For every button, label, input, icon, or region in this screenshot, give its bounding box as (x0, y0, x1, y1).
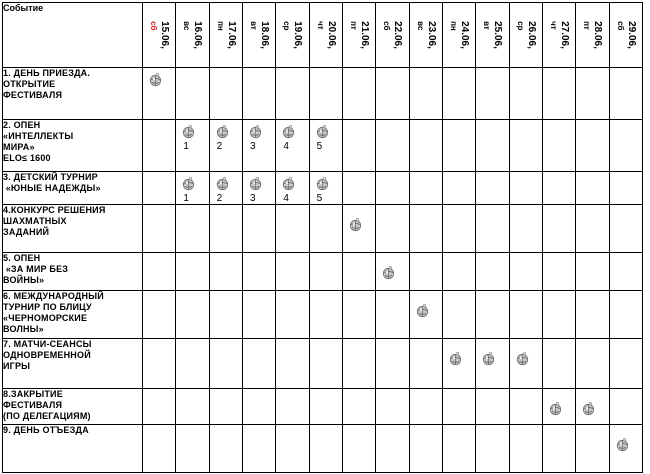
schedule-cell (409, 205, 442, 253)
schedule-cell (576, 425, 609, 473)
schedule-cell (509, 68, 542, 120)
schedule-cell (409, 425, 442, 473)
schedule-cell (476, 291, 509, 339)
chess-globe-icon (281, 124, 296, 139)
schedule-cell (342, 172, 375, 205)
round-number: 1 (183, 193, 189, 204)
weekday-text: ср (515, 21, 525, 31)
schedule-cell (276, 205, 309, 253)
date-label (348, 21, 370, 49)
schedule-cell (409, 68, 442, 120)
event-name (3, 120, 143, 172)
schedule-cell (276, 253, 309, 291)
chess-globe-icon (315, 124, 330, 139)
chess-globe-icon (181, 124, 196, 139)
schedule-cell (509, 172, 542, 205)
schedule-cell (309, 120, 342, 172)
schedule-cell (576, 68, 609, 120)
schedule-cell (609, 120, 642, 172)
schedule-cell (342, 291, 375, 339)
event-name-line: 1. ДЕНЬ ПРИЕЗДА. (3, 68, 91, 78)
event-name-line: ИГРЫ (3, 361, 31, 371)
schedule-cell (442, 120, 475, 172)
weekday-text: пт (349, 21, 359, 30)
date-label (481, 21, 503, 49)
date-label (581, 21, 603, 49)
event-name (3, 172, 143, 205)
schedule-cell (609, 253, 642, 291)
schedule-cell (476, 339, 509, 389)
schedule-cell (509, 389, 542, 425)
schedule-cell (209, 68, 242, 120)
date-header (576, 3, 609, 68)
round-number: 1 (183, 141, 189, 152)
schedule-cell (609, 389, 642, 425)
schedule-cell (376, 253, 409, 291)
schedule-cell (242, 425, 275, 473)
date-header (442, 3, 475, 68)
schedule-cell (542, 339, 575, 389)
date-text: 24.06, (459, 21, 471, 49)
schedule-cell (576, 339, 609, 389)
schedule-cell (143, 205, 176, 253)
schedule-cell (209, 172, 242, 205)
schedule-cell (209, 425, 242, 473)
chess-globe-icon (515, 351, 530, 366)
schedule-cell (143, 68, 176, 120)
schedule-cell (143, 253, 176, 291)
schedule-cell (176, 291, 209, 339)
schedule-cell (409, 172, 442, 205)
schedule-cell (376, 389, 409, 425)
event-name (3, 339, 143, 389)
weekday-text: сб (149, 21, 159, 31)
event-name-line: 2. ОПЕН (3, 120, 41, 130)
event-name (3, 291, 143, 339)
event-name-line: 7. МАТЧИ-СЕАНСЫ (3, 339, 92, 349)
schedule-cell (276, 68, 309, 120)
schedule-cell (342, 339, 375, 389)
chess-globe-icon (381, 265, 396, 280)
schedule-cell (542, 120, 575, 172)
chess-globe-icon (181, 176, 196, 191)
event-name (3, 68, 143, 120)
schedule-cell (509, 205, 542, 253)
schedule-cell (309, 172, 342, 205)
round-number: 2 (216, 141, 223, 152)
schedule-cell (476, 120, 509, 172)
schedule-cell (176, 425, 209, 473)
header-row (3, 3, 643, 68)
schedule-cell (276, 172, 309, 205)
schedule-cell (176, 205, 209, 253)
date-header (476, 3, 509, 68)
event-name-line: ОДНОВРЕМЕННОЙ (3, 350, 91, 360)
weekday-text: сб (615, 21, 625, 31)
schedule-cell (409, 291, 442, 339)
schedule-cell (342, 253, 375, 291)
schedule-cell (376, 120, 409, 172)
schedule-cell (476, 205, 509, 253)
schedule-cell (143, 389, 176, 425)
schedule-cell (276, 120, 309, 172)
date-label (415, 21, 437, 49)
schedule-cell (509, 291, 542, 339)
event-name-line: ФЕСТИВАЛЯ (3, 400, 63, 410)
date-text: 17.06, (225, 21, 237, 49)
schedule-cell (342, 425, 375, 473)
date-text: 16.06, (192, 21, 204, 49)
schedule-cell (309, 205, 342, 253)
schedule-cell (542, 205, 575, 253)
schedule-cell (442, 389, 475, 425)
date-header (176, 3, 209, 68)
schedule-cell (576, 120, 609, 172)
schedule-cell (176, 172, 209, 205)
schedule-cell (176, 253, 209, 291)
schedule-cell (442, 172, 475, 205)
event-name (3, 425, 143, 473)
date-text: 29.06, (625, 21, 637, 49)
weekday-text: сб (382, 21, 392, 31)
schedule-cell (242, 172, 275, 205)
event-name (3, 253, 143, 291)
event-name-line: ВОЙНЫ» (3, 275, 45, 285)
schedule-cell (143, 291, 176, 339)
chess-globe-icon (215, 176, 230, 191)
round-number: 3 (249, 193, 256, 204)
schedule-cell (309, 425, 342, 473)
schedule-cell (609, 68, 642, 120)
date-text: 25.06, (492, 21, 504, 49)
weekday-text: чт (315, 21, 325, 30)
schedule-cell (542, 389, 575, 425)
date-header (309, 3, 342, 68)
schedule-cell (242, 339, 275, 389)
date-text: 22.06, (392, 21, 404, 49)
weekday-text: пт (582, 21, 592, 30)
date-text: 28.06, (592, 21, 604, 49)
schedule-cell (276, 339, 309, 389)
date-header (376, 3, 409, 68)
date-label (515, 21, 537, 49)
date-header (509, 3, 542, 68)
schedule-cell (442, 291, 475, 339)
event-name-line: 3. ДЕТСКИЙ ТУРНИР (3, 172, 98, 182)
schedule-cell (542, 68, 575, 120)
event-column-header: Событие (3, 3, 143, 68)
event-name-line: ФЕСТИВАЛЯ (3, 90, 63, 100)
schedule-cell (409, 253, 442, 291)
schedule-cell (242, 68, 275, 120)
event-name-line: 5. ОПЕН (3, 253, 41, 263)
schedule-cell (309, 339, 342, 389)
schedule-cell (442, 68, 475, 120)
event-row (3, 68, 643, 120)
schedule-cell (242, 253, 275, 291)
event-name-line: ВОЛНЫ» (3, 324, 44, 334)
schedule-cell (209, 120, 242, 172)
date-text: 18.06, (259, 21, 271, 49)
event-name-line: ELO≤ 1600 (3, 153, 51, 163)
schedule-cell (576, 291, 609, 339)
date-label (215, 21, 237, 49)
schedule-cell (442, 205, 475, 253)
date-text: 23.06, (425, 21, 437, 49)
schedule-cell (476, 389, 509, 425)
chess-globe-icon (481, 351, 496, 366)
chess-globe-icon (615, 437, 630, 452)
schedule-cell (209, 253, 242, 291)
round-number: 5 (316, 141, 323, 152)
schedule-cell (476, 68, 509, 120)
schedule-cell (143, 425, 176, 473)
date-text: 19.06, (292, 21, 304, 49)
event-name-line: «ИНТЕЛЛЕКТЫ (3, 131, 74, 141)
date-header (209, 3, 242, 68)
schedule-cell (442, 425, 475, 473)
schedule-cell (476, 425, 509, 473)
date-header (276, 3, 309, 68)
date-label (148, 21, 170, 49)
schedule-cell (242, 389, 275, 425)
date-label (281, 21, 303, 49)
date-label (615, 21, 637, 49)
schedule-cell (242, 205, 275, 253)
schedule-cell (609, 425, 642, 473)
schedule-cell (342, 389, 375, 425)
schedule-cell (276, 389, 309, 425)
schedule-cell (376, 68, 409, 120)
event-name-line: ЗАДАНИЙ (3, 227, 50, 237)
event-name-line: ШАХМАТНЫХ (3, 216, 67, 226)
date-label (315, 21, 337, 49)
schedule-cell (542, 291, 575, 339)
schedule-cell (242, 120, 275, 172)
round-number: 2 (216, 193, 223, 204)
chess-globe-icon (148, 72, 163, 87)
schedule-cell (342, 68, 375, 120)
event-name-line: «ЮНЫЕ НАДЕЖДЫ» (3, 183, 101, 193)
date-text: 21.06, (359, 21, 371, 49)
schedule-cell (576, 253, 609, 291)
date-header (609, 3, 642, 68)
schedule-cell (609, 172, 642, 205)
date-header (542, 3, 575, 68)
event-name-line: 8.ЗАКРЫТИЕ (3, 389, 63, 399)
schedule-cell (309, 389, 342, 425)
weekday-text: пн (215, 21, 225, 31)
schedule-cell (509, 253, 542, 291)
date-header (242, 3, 275, 68)
event-name-line: ОТКРЫТИЕ (3, 79, 56, 89)
chess-globe-icon (215, 124, 230, 139)
date-label (381, 21, 403, 49)
event-row (3, 172, 643, 205)
event-row (3, 205, 643, 253)
event-name-line: ТУРНИР ПО БЛИЦУ (3, 302, 92, 312)
date-text: 15.06, (159, 21, 171, 49)
chess-globe-icon (548, 401, 563, 416)
chess-globe-icon (248, 176, 263, 191)
schedule-cell (309, 253, 342, 291)
round-number: 4 (283, 193, 289, 204)
chess-globe-icon (448, 351, 463, 366)
schedule-cell (376, 425, 409, 473)
event-name-line: 4.КОНКУРС РЕШЕНИЯ (3, 205, 106, 215)
schedule-cell (476, 253, 509, 291)
schedule-table (2, 2, 643, 473)
schedule-cell (376, 291, 409, 339)
schedule-cell (409, 339, 442, 389)
schedule-cell (376, 205, 409, 253)
weekday-text: вт (482, 21, 492, 30)
round-number: 3 (249, 141, 256, 152)
schedule-cell (542, 425, 575, 473)
schedule-cell (409, 389, 442, 425)
schedule-cell (509, 120, 542, 172)
schedule-cell (309, 68, 342, 120)
schedule-cell (542, 172, 575, 205)
chess-globe-icon (415, 303, 430, 318)
date-header (143, 3, 176, 68)
chess-globe-icon (248, 124, 263, 139)
event-name (3, 205, 143, 253)
date-text: 20.06, (325, 21, 337, 49)
schedule-cell (143, 339, 176, 389)
schedule-cell (209, 205, 242, 253)
event-row (3, 291, 643, 339)
schedule-cell (176, 120, 209, 172)
schedule-cell (609, 339, 642, 389)
event-name-line: «ЗА МИР БЕЗ (3, 264, 69, 274)
schedule-cell (176, 389, 209, 425)
event-name (3, 389, 143, 425)
date-label (548, 21, 570, 49)
schedule-cell (509, 339, 542, 389)
weekday-text: пн (449, 21, 459, 31)
schedule-cell (376, 172, 409, 205)
schedule-cell (176, 339, 209, 389)
schedule-cell (609, 205, 642, 253)
event-row (3, 389, 643, 425)
weekday-text: ср (282, 21, 292, 31)
schedule-cell (342, 205, 375, 253)
schedule-cell (143, 172, 176, 205)
date-label (248, 21, 270, 49)
event-row (3, 253, 643, 291)
date-header (342, 3, 375, 68)
chess-globe-icon (315, 176, 330, 191)
schedule-cell (309, 291, 342, 339)
event-name-line: 6. МЕЖДУНАРОДНЫЙ (3, 291, 104, 301)
event-name-line: (ПО ДЕЛЕГАЦИЯМ) (3, 411, 91, 421)
schedule-cell (143, 120, 176, 172)
schedule-cell (276, 291, 309, 339)
schedule-cell (576, 205, 609, 253)
chess-globe-icon (281, 176, 296, 191)
schedule-cell (209, 389, 242, 425)
schedule-cell (576, 172, 609, 205)
date-label (448, 21, 470, 49)
schedule-cell (276, 425, 309, 473)
schedule-cell (442, 339, 475, 389)
schedule-cell (542, 253, 575, 291)
round-number: 5 (316, 193, 323, 204)
schedule-cell (242, 291, 275, 339)
schedule-cell (409, 120, 442, 172)
event-row (3, 120, 643, 172)
schedule-cell (609, 291, 642, 339)
schedule-body (3, 68, 643, 473)
schedule-cell (209, 291, 242, 339)
event-row (3, 339, 643, 389)
date-label (181, 21, 203, 49)
schedule-cell (342, 120, 375, 172)
date-text: 26.06, (525, 21, 537, 49)
round-number: 4 (283, 141, 289, 152)
weekday-text: вс (415, 21, 425, 31)
event-name-line: МИРА» (3, 142, 35, 152)
schedule-cell (176, 68, 209, 120)
schedule-cell (576, 389, 609, 425)
weekday-text: вс (182, 21, 192, 31)
schedule-cell (209, 339, 242, 389)
schedule-cell (376, 339, 409, 389)
event-name-line: 9. ДЕНЬ ОТЪЕЗДА (3, 425, 89, 435)
date-header (409, 3, 442, 68)
chess-globe-icon (581, 401, 596, 416)
schedule-cell (509, 425, 542, 473)
weekday-text: чт (549, 21, 559, 30)
schedule-cell (476, 172, 509, 205)
weekday-text: вт (249, 21, 259, 30)
event-row (3, 425, 643, 473)
chess-globe-icon (348, 217, 363, 232)
event-name-line: «ЧЕРНОМОРСКИЕ (3, 313, 88, 323)
schedule-cell (442, 253, 475, 291)
date-text: 27.06, (559, 21, 571, 49)
